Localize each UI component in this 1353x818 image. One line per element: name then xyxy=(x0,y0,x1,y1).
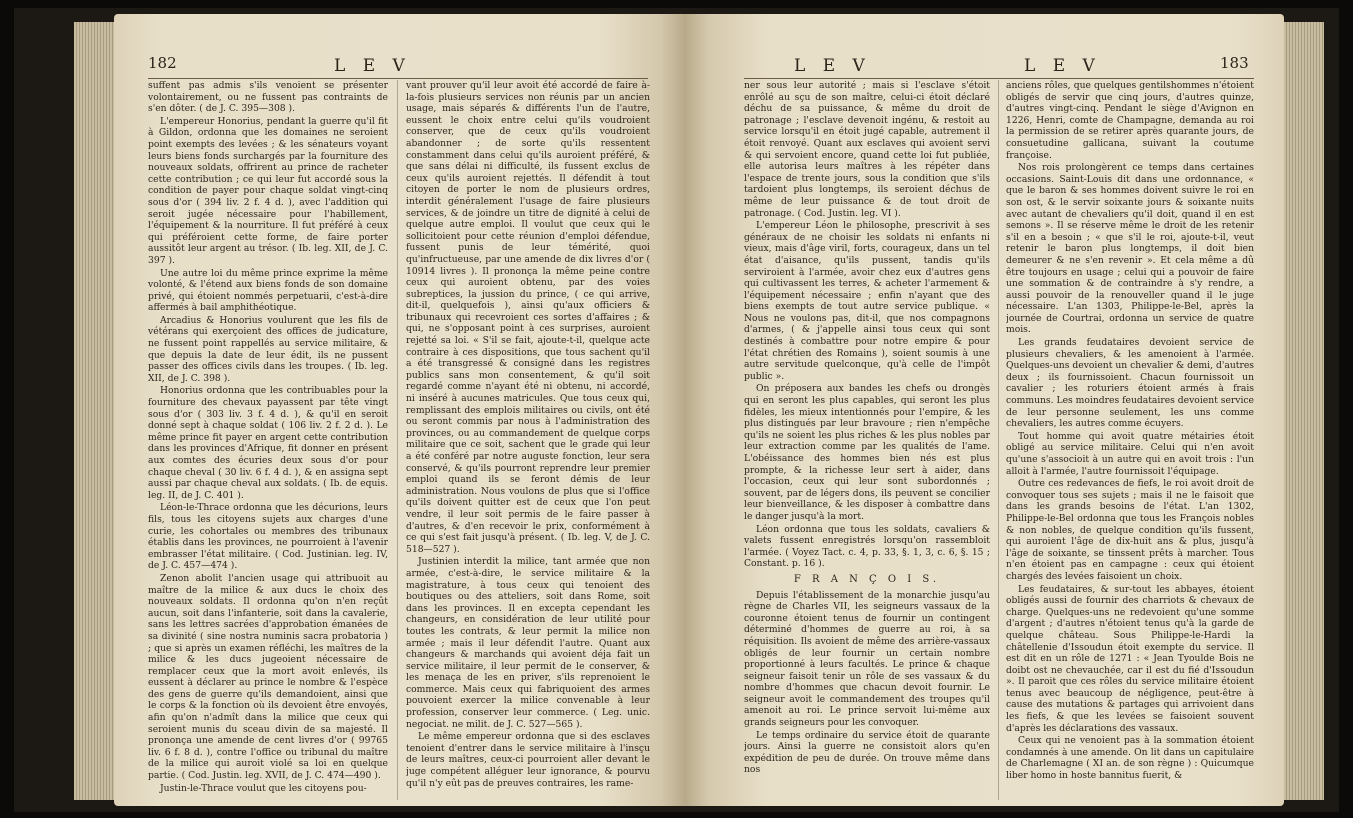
left-page xyxy=(114,14,684,806)
left-column-2 xyxy=(406,80,650,796)
paragraph: Léon ordonna que tous les soldats, cavaliers & valets fussent enregistrés lorsqu'on rassembloit l'armée. ( Voyez Tact. c. 4, p. 33, §. 1, 3, c. 6, §. 15 ; Constant. p. 16 ). xyxy=(744,523,990,570)
left-head-rule xyxy=(148,78,648,79)
paragraph: ner sous leur autorité ; mais si l'esclave s'étoit enrôlé au sçu de son maître, celui-ci étoit déclaré déchu de sa puissance, & même du droit de patronage ; l'esclave devenoit ingénu, & restoit au service lorsqu'il en étoit jugé capable, autrement il étoit renvoyé. Quant aux esclaves qui avoient servi & qui servoient encore, quand cette loi fut publiée, elle autorisa leurs maîtres à les répéter dans l'espace de trente jours, sous la condition que s'ils tardoient plus longtemps, ils seroient déchus de même de leur puissance & de tout droit de patronage. ( Cod. Justin. leg. VI ). xyxy=(744,80,990,219)
paragraph: L'empereur Honorius, pendant la guerre qu'il fit à Gildon, ordonna que les domaines ne seroient point exempts des levées ; & les sénateurs voyant leurs biens fonds surchargés par la fourniture des nouveaux soldats, offrirent au prince de racheter cette contribution ; ce qui leur fut accordé sous la condition de payer pour chaque soldat vingt-cinq sous d'or ( 394 liv. 2 f. 4 d. ), avec l'addition qui seroit jugée nécessaire pour l'habillement, l'équipement & la nourriture. Il fut préféré à ceux qui préféroient cette forme, de faire porter aussitôt leur argent au trésor. ( Ib. leg. XII, de J. C. 397 ). xyxy=(148,115,388,266)
right-column-2 xyxy=(1006,80,1254,796)
left-column-1 xyxy=(148,80,388,796)
right-page-number: 183 xyxy=(1220,54,1249,72)
right-column-1 xyxy=(744,80,990,796)
paragraph: Le temps ordinaire du service étoit de quarante jours. Ainsi la guerre ne consistoit alors qu'en expédition de peu de durée. On trouve même dans nos xyxy=(744,729,990,776)
paragraph: Les grands feudataires devoient service de plusieurs chevaliers, & les amenoient à l'armée. Quelques-uns devoient un chevalier & demi, d'autres deux ; ils fournissoient. Chacun fournissoit un cavalier ; les roturiers étoient armés à frais communs. Les moindres feudataires devoient service de leur personne seulement, les uns comme chevaliers, les autres comme écuyers. xyxy=(1006,337,1254,430)
paragraph: suffent pas admis s'ils venoient se présenter volontairement, ou ne fussent pas contraints de s'en dôter. ( de J. C. 395—308 ). xyxy=(148,80,388,115)
paragraph: Une autre loi du même prince exprime la même volonté, & l'étend aux biens fonds de son domaine privé, qui étoient nommés perpetuarii, c'est-à-dire affermés à bail amphithéotique. xyxy=(148,267,388,314)
right-column-divider xyxy=(998,80,999,800)
right-running-head: L E V xyxy=(794,56,871,76)
paragraph: Le même empereur ordonna que si des esclaves tenoient d'entrer dans le service militaire à l'insçu de leurs maîtres, ceux-ci pourroient aller devant le juge compétent alléguer leur ignorance, & pourvu qu'il n'y eût pas de preuves contraires, les rame- xyxy=(406,731,650,789)
section-heading: F R A N Ç O I S. xyxy=(793,573,941,585)
paragraph: Léon-le-Thrace ordonna que les décurions, leurs fils, tous les citoyens sujets aux charges d'une curie, les cohortales ou membres des tribunaux établis dans les provinces, ne pourroient à l'avenir embrasser l'état militaire. ( Cod. Justinian. leg. IV, de J. C. 457—474 ). xyxy=(148,502,388,572)
paragraph: Arcadius & Honorius voulurent que les fils de vétérans qui exerçoient des offices de judicature, ne fussent point rappellés au service militaire, & que depuis la date de leur édit, ils ne pussent passer des offices civils dans les troupes. ( Ib. leg. XII, de J. C. 398 ). xyxy=(148,314,388,384)
right-running-head-2: L E V xyxy=(1024,56,1101,76)
right-head-rule xyxy=(744,78,1254,79)
paragraph: Zenon abolit l'ancien usage qui attribuoit au maître de la milice & aux ducs le choix des nouveaux soldats. Il ordonna qu'on n'en reçût aucun, soit dans l'infanterie, soit dans la cavalerie, sans les lettres sacrées d'approbation émanées de sa divinité ( sine nostra numinis sacra probatoria ) ; que si après un examen réfléchi, les maîtres de la milice & les ducs jugeoient nécessaire de remplacer ceux que la mort avoit enlevés, ils eussent à déclarer au prince le nombre & l'espèce des gens de guerre qu'ils demandoient, ainsi que le corps & la fonction où ils devoient être envoyés, afin qu'on n'admît dans la milice que ceux qui seroient munis du sceau divin de sa majesté. Il prononça une amende de cent livres d'or ( 99765 liv. 6 f. 8 d. ), contre l'office ou tribunal du maître de la milice qui auroit violé sa loi en quelque partie. ( Cod. Justin. leg. XVII, de J. C. 474—490 ). xyxy=(148,572,388,782)
left-page-edges xyxy=(74,22,114,800)
paragraph: Nos rois prolongèrent ce temps dans certaines occasions. Saint-Louis dit dans une ordonnance, « que le baron & ses hommes doivent suivre le roi en son ost, & le servir soixante jours & soixante nuits avec autant de chevaliers qu'il doit, quand il en est semons ». Il se réserve même le droit de les retenir s'il en a besoin ; « que s'il le roi, ajoute-t-il, veut retenir le baron plus longtemps, il doit bien demeurer & ne s'en revenir ». Et cela même a dû être toujours en usage ; celui qui a pouvoir de faire une sommation & de contraindre à s'y rendre, a aussi pouvoir de la renouveller quand il le juge nécessaire. L'an 1303, Philippe-le-Bel, après la journée de Courtrai, ordonna un service de quatre mois. xyxy=(1006,162,1254,336)
paragraph: Honorius ordonna que les contribuables pour la fourniture des chevaux payassent par tête vingt sous d'or ( 303 liv. 3 f. 4 d. ), & qu'il en seroit donné sept à chaque soldat ( 106 liv. 2 f. 2 d. ). Le même prince fit payer en argent cette contribution dans les provinces d'Afrique, fit donner en présent aux comtes des écuries deux sous d'or pour chaque cheval ( 30 liv. 6 f. 4 d. ), & en assigna sept aussi par chaque cheval aux soldats. ( Ib. de equis. leg. II, de J. C. 401 ). xyxy=(148,385,388,501)
paragraph: anciens rôles, que quelques gentilshommes n'étoient obligés de servir que cinq jours, d'autres quinze, d'autres vingt-cinq. Pendant le siège d'Avignon en 1226, Henri, comte de Champagne, demanda au roi la permission de se retirer après quarante jours, de consuetudine gallicana, suivant la coutume françoise. xyxy=(1006,80,1254,161)
paragraph: Les feudataires, & sur-tout les abbayes, étoient obligés aussi de fournir des charriots & chevaux de charge. Quelques-uns ne redevoient qu'une somme d'argent ; d'autres n'étoient tenus qu'à la garde de quelque château. Sous Philippe-le-Hardi la châtellenie d'Issoudun étoit exempte du service. Il est dit en un rôle de 1271 : « Jean Tyoulde Bois ne doibt ost ne chevauchée, car il est du fié d'Issoudun ». Il paroit que ces rôles du service militaire étoient tenus avec beaucoup de négligence, peut-être à cause des mutations & partages qui arrivoient dans les fiefs, & que les levées se faisoient souvent d'après les déclarations des vassaux. xyxy=(1006,583,1254,734)
left-running-head: L E V xyxy=(334,56,411,76)
paragraph: Tout homme qui avoit quatre métairies étoit obligé au service militaire. Celui qui n'en avoit qu'une s'associoit à un autre qui en avoit trois : l'un alloit à l'armée, l'autre fournissoit l'équipage. xyxy=(1006,430,1254,477)
paragraph: vant prouver qu'il leur avoit été accordé de faire à-la-fois plusieurs services non réunis par un ancien usage, mais séparés & différents l'un de l'autre, eussent le choix entre celui qu'ils voudroient conserver, que de ceux qu'ils voudroient abandonner ; de sorte qu'ils ressentent constamment dans celui qu'ils auroient préféré, & que sans délai ni difficulté, ils fussent exclus de ceux qu'ils auroient rejettés. Il défendit à tout citoyen de porter le nom de plusieurs ordres, interdit généralement l'usage de faire plusieurs services, & de joindre un titre de dignité à celui de quelque autre emploi. Il voulut que ceux qui le sollicitoient pour cette réunion d'emploi défendue, fussent punis de leur témérité, quoi qu'infructueuse, par une amende de dix livres d'or ( 10914 livres ). Il prononça la même peine contre ceux qui auroient obtenu, par des voies subreptices, la jussion du prince, ( ce qui arrive, dit-il, quelquefois ), ainsi qu'aux officiers & tribunaux qui recevroient ces sortes d'affaires ; & qui, ne s'opposant point à ces surprises, auroient rejetté sa loi. « S'il se fait, ajoute-t-il, quelque acte contraire à ces dispositions, que tous sachent qu'il a été transgressé & consigné dans les registres publics sans mon consentement, & qu'il soit regardé comme n'ayant été ni obtenu, ni accordé, ni inséré à aucunes matricules. Que tous ceux qui, remplissant des emplois militaires ou civils, ont été ou seront commis par nous à l'administration des provinces, ou au commandement de quelque corps militaire que ce soit, sachent que le grade qui leur a été conféré par notre auguste fonction, leur sera conservé, & qu'ils pourront reprendre leur premier emploi quand ils se feront démis de leur administration. Nous voulons de plus que si l'office qu'ils doivent quitter est de ceux que l'on peut vendre, il leur soit permis de le faire passer à d'autres, & d'en recevoir le prix, conformément à ce qui s'est fait jusqu'à présent. ( Ib. leg. V, de J. C. 518—527 ). xyxy=(406,80,650,555)
paragraph: Justinien interdit la milice, tant armée que non armée, c'est-à-dire, le service militaire & la magistrature, à tous ceux qui tenoient des boutiques ou des atteliers, soit dans Rome, soit dans les provinces. Il en excepta cependant les changeurs, en considération de leur utilité pour toutes les contrats, & leur permit la milice non armée ; mais il leur défendit l'autre. Quant aux changeurs & marchands qui avoient déja fait un service militaire, il leur permit de le conserver, & les menaça de les en priver, s'ils reprenoient le commerce. Mais ceux qui fabriquoient des armes pouvoient exercer la milice convenable à leur profession, conserver leur commerce. ( Leg. unic. negociat. ne milit. de J. C. 527—565 ). xyxy=(406,556,650,730)
right-page xyxy=(684,14,1284,806)
right-page-edges xyxy=(1284,22,1324,800)
paragraph: Ceux qui ne venoient pas à la sommation étoient condamnés à une amende. On lit dans un capitulaire de Charlemagne ( XI an. de son règne ) : Quicumque liber homo in hoste bannitus fuerit, & xyxy=(1006,735,1254,782)
paragraph: Outre ces redevances de fiefs, le roi avoit droit de convoquer tous ses sujets ; mais il ne le faisoit que dans les grands besoins de l'état. L'an 1302, Philippe-le-Bel ordonna que tous les François nobles & non nobles, de quelque condition qu'ils fussent, qui auroient l'âge de dix-huit ans & plus, jusqu'à l'âge de soixante, se tinssent prêts à marcher. Tous n'en étoient pas en campagne : ceux qui étoient chargés des levées faisoient un choix. xyxy=(1006,478,1254,582)
paragraph: On préposera aux bandes les chefs ou drongès qui en seront les plus capables, qui seront les plus fidèles, les mieux intentionnés pour l'empire, & les plus distingués par leur bravoure ; rien n'empêche qu'ils ne soient les plus riches & les plus nobles par leur extraction comme par les qualités de l'ame. L'obéissance des hommes bien nés est plus prompte, & la richesse leur sert à aider, dans l'occasion, ceux qui leur sont subordonnés ; souvent, par de légers dons, ils peuvent se concilier leur bienveillance, & les disposer à combattre dans le danger jusqu'à la mort. xyxy=(744,383,990,522)
left-page-number: 182 xyxy=(148,54,177,72)
open-book xyxy=(14,8,1339,812)
paragraph: L'empereur Léon le philosophe, prescrivit à ses généraux de ne choisir les soldats ni enfants ni vieux, mais d'âge viril, forts, courageux, dans un tel état d'aisance, qu'ils pussent, tandis qu'ils serviroient à l'armée, avoir chez eux d'autres gens qui cultivassent les terres, & acheter l'armement & l'équipement nécessaire ; enfin n'ayant que des biens exempts de tout autre service publique. « Nous ne voulons pas, dit-il, que nos compagnons d'armes, ( & j'appelle ainsi tous ceux qui sont destinés à combattre pour notre empire & pour l'état chrétien des Romains ), soient soumis à une autre servitude quelconque, qu'à celle de l'impôt public ». xyxy=(744,220,990,382)
paragraph: Depuis l'établissement de la monarchie jusqu'au règne de Charles VII, les seigneurs vassaux de la couronne étoient tenus de fournir un contingent déterminé d'hommes de guerre au roi, à sa réquisition. Ils avoient de même des arrière-vassaux obligés de leur fournir un certain nombre proportionné à leurs facultés. Le prince & chaque seigneur faisoit tenir un rôle de ses vassaux & du nombre d'hommes que chacun devoit fournir. Le seigneur avoit le commandement des troupes qu'il amenoit au roi. Le prince servoit lui-même aux grands seigneurs pour les convoquer. xyxy=(744,589,990,729)
left-column-divider xyxy=(397,80,398,800)
paragraph: Justin-le-Thrace voulut que les citoyens pou- xyxy=(160,782,367,794)
